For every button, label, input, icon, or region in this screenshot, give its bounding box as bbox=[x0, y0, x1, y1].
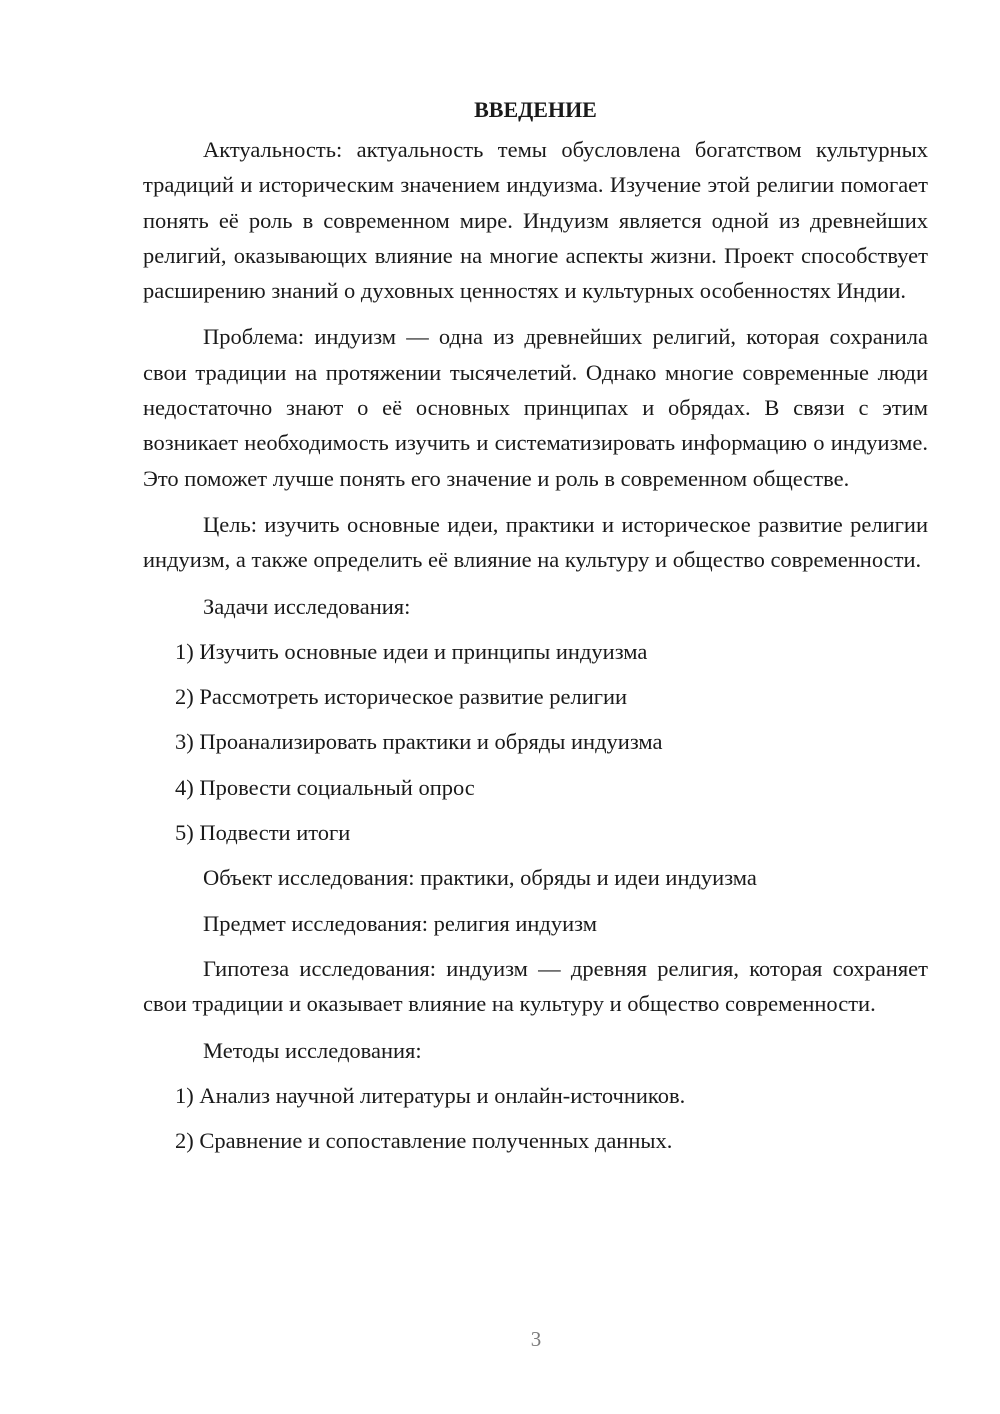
document-page bbox=[143, 92, 928, 1168]
task-item-4: 4) Провести социальный опрос bbox=[175, 774, 475, 800]
goal-paragraph: Цель: изучить основные идеи, практики и историческое развитие религии индуизм, а также определить её влияние на культуру и общество современности. bbox=[143, 511, 928, 573]
task-item-1: 1) Изучить основные идеи и принципы индуизма bbox=[175, 638, 648, 664]
method-item-1: 1) Анализ научной литературы и онлайн-источников. bbox=[175, 1082, 686, 1108]
page-number: 3 bbox=[530, 1327, 542, 1351]
research-subject: Предмет исследования: религия индуизм bbox=[203, 910, 597, 936]
tasks-title: Задачи исследования: bbox=[203, 593, 411, 619]
task-item-3: 3) Проанализировать практики и обряды индуизма bbox=[175, 729, 663, 755]
section-heading: ВВЕДЕНИЕ bbox=[474, 97, 597, 122]
method-item-2: 2) Сравнение и сопоставление полученных данных. bbox=[175, 1128, 673, 1154]
hypothesis-paragraph: Гипотеза исследования: индуизм — древняя религия, которая сохраняет свои традиции и оказывает влияние на культуру и общество современности. bbox=[143, 955, 928, 1017]
research-object: Объект исследования: практики, обряды и идеи индуизма bbox=[203, 865, 757, 891]
relevance-paragraph: Актуальность: актуальность темы обусловлена богатством культурных традиций и историческим значением индуизма. Изучение этой религии помогает понять её роль в современном мире. Индуизм является одной из древнейших религий, оказывающих влияние на многие аспекты жизни. Проект способствует расширению знаний о духовных ценностях и культурных особенностях Индии. bbox=[143, 137, 928, 304]
methods-title: Методы исследования: bbox=[203, 1037, 422, 1063]
task-item-2: 2) Рассмотреть историческое развитие религии bbox=[175, 684, 628, 710]
problem-paragraph: Проблема: индуизм — одна из древнейших религий, которая сохранила свои традиции на протяжении тысячелетий. Однако многие современные люди недостаточно знают о её основных принципах и обрядах. В связи с этим возникает необходимость изучить и систематизировать информацию о индуизме. Это поможет лучше понять его значение и роль в современном обществе. bbox=[143, 324, 928, 491]
task-item-5: 5) Подвести итоги bbox=[175, 820, 351, 846]
